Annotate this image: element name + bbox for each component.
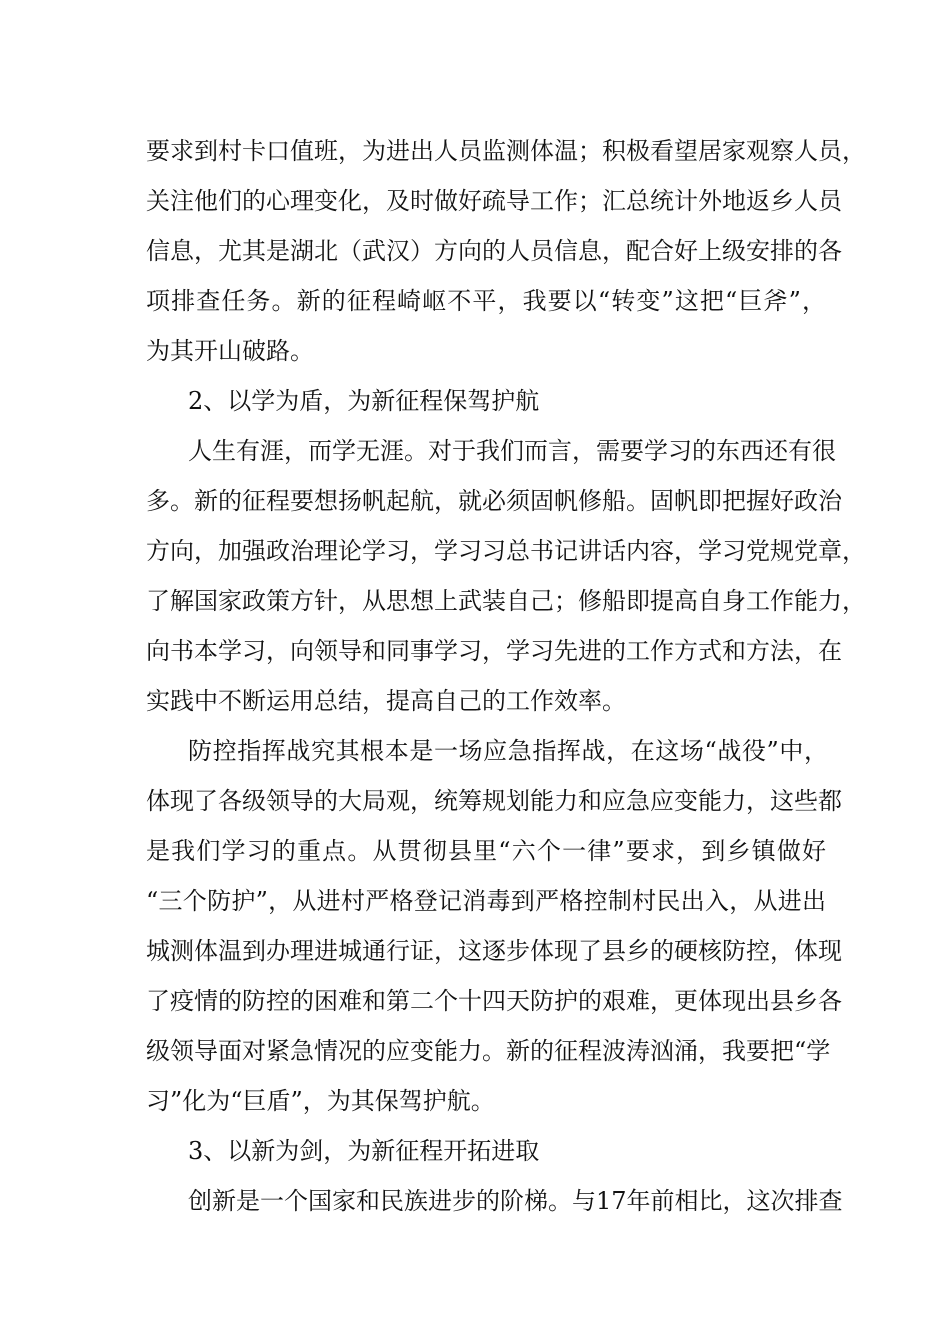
text-line-10: 了解国家政策方针，从思想上武装自己；修船即提高自身工作能力， [146,587,866,615]
text-line-2: 关注他们的心理变化，及时做好疏导工作；汇总统计外地返乡人员 [146,187,842,215]
text-line-4: 项排查任务。新的征程崎岖不平，我要以“转变”这把“巨斧”， [146,287,826,315]
paragraph-start-1: 人生有涯，而学无涯。对于我们而言，需要学习的东西还有很 [188,437,836,465]
text-line-16: “三个防护”，从进村严格登记消毒到严格控制村民出入，从进出 [146,887,826,915]
text-line-17: 城测体温到办理进城通行证，这逐步体现了县乡的硬核防控，体现 [146,937,842,965]
text-line-5: 为其开山破路。 [146,337,314,365]
text-line-1: 要求到村卡口值班，为进出人员监测体温；积极看望居家观察人员， [146,137,866,165]
text-line-12: 实践中不断运用总结，提高自己的工作效率。 [146,687,626,715]
text-line-11: 向书本学习，向领导和同事学习，学习先进的工作方式和方法，在 [146,637,842,665]
text-line-14: 体现了各级领导的大局观，统筹规划能力和应急应变能力，这些都 [146,787,842,815]
text-line-3: 信息，尤其是湖北（武汉）方向的人员信息，配合好上级安排的各 [146,237,842,265]
text-line-20: 习”化为“巨盾”，为其保驾护航。 [146,1087,495,1115]
section-heading-3: 3、以新为剑，为新征程开拓进取 [188,1137,540,1165]
text-line-18: 了疫情的防控的困难和第二个十四天防护的艰难，更体现出县乡各 [146,987,842,1015]
text-line-15: 是我们学习的重点。从贯彻县里“六个一律”要求，到乡镇做好 [146,837,826,865]
paragraph-start-3: 创新是一个国家和民族进步的阶梯。与17年前相比，这次排查 [188,1187,843,1215]
text-line-8: 多。新的征程要想扬帆起航，就必须固帆修船。固帆即把握好政治 [146,487,842,515]
text-line-19: 级领导面对紧急情况的应变能力。新的征程波涛汹涌，我要把“学 [146,1037,831,1065]
text-line-9: 方向，加强政治理论学习，学习习总书记讲话内容，学习党规党章， [146,537,866,565]
section-heading-2: 2、以学为盾，为新征程保驾护航 [188,387,540,415]
paragraph-start-2: 防控指挥战究其根本是一场应急指挥战，在这场“战役”中， [188,737,828,765]
